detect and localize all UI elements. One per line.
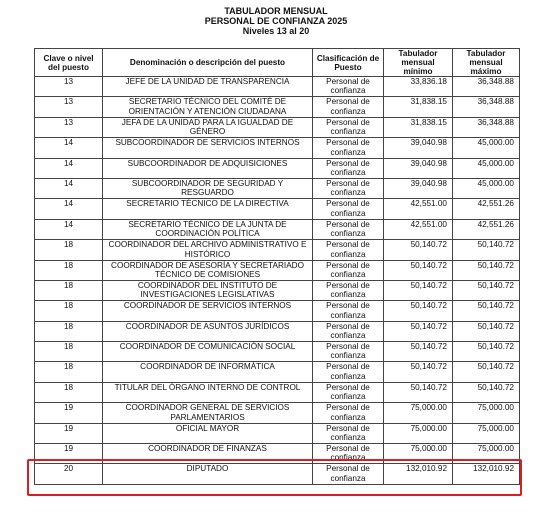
cell-classification: Personal de confianza (313, 158, 384, 178)
cell-min-salary: 50,140.72 (384, 382, 453, 402)
cell-description: JEFA DE LA UNIDAD PARA LA IGUALDAD DE GÉNERO (103, 117, 313, 137)
table-row (35, 321, 520, 341)
cell-level: 14 (35, 178, 103, 198)
table-body (35, 77, 520, 485)
cell-classification: Personal de confianza (313, 219, 384, 239)
table-row (35, 199, 520, 219)
cell-description: SUBCOORDINADOR DE SEGURIDAD Y RESGUARDO (103, 178, 313, 198)
cell-classification: Personal de confianza (313, 199, 384, 219)
cell-max-salary: 132,010.92 (453, 464, 520, 484)
cell-level: 14 (35, 199, 103, 219)
cell-classification: Personal de confianza (313, 240, 384, 260)
table-row (35, 280, 520, 300)
header-title: TABULADOR MENSUAL (224, 6, 328, 16)
cell-description: COORDINADOR DE INFORMÁTICA (103, 362, 313, 382)
cell-description: COORDINADOR DE COMUNICACIÓN SOCIAL (103, 342, 313, 362)
cell-description: SUBCOORDINADOR DE SERVICIOS INTERNOS (103, 138, 313, 158)
cell-classification: Personal de confianza (313, 342, 384, 362)
cell-min-salary: 75,000.00 (384, 403, 453, 423)
cell-max-salary: 42,551.26 (453, 199, 520, 219)
cell-description: SECRETARIO TÉCNICO DEL COMITÉ DE ORIENTACIÓN Y ATENCIÓN CIUDADANA (103, 97, 313, 117)
cell-classification: Personal de confianza (313, 97, 384, 117)
cell-level: 19 (35, 444, 103, 464)
cell-description: SECRETARIO TÉCNICO DE LA JUNTA DE COORDINACIÓN POLÍTICA (103, 219, 313, 239)
cell-max-salary: 50,140.72 (453, 240, 520, 260)
cell-classification: Personal de confianza (313, 117, 384, 137)
cell-description: SUBCOORDINADOR DE ADQUISICIONES (103, 158, 313, 178)
cell-level: 13 (35, 77, 103, 97)
table-row (35, 403, 520, 423)
cell-classification: Personal de confianza (313, 403, 384, 423)
cell-min-salary: 50,140.72 (384, 280, 453, 300)
cell-min-salary: 75,000.00 (384, 423, 453, 443)
cell-description: COORDINADOR DEL INSTITUTO DE INVESTIGACIONES LEGISLATIVAS (103, 280, 313, 300)
cell-min-salary: 31,838.15 (384, 117, 453, 137)
cell-level: 13 (35, 117, 103, 137)
table-row (35, 342, 520, 362)
column-header-min: Tabulador mensual mínimo (384, 49, 453, 77)
cell-min-salary: 39,040.98 (384, 178, 453, 198)
cell-max-salary: 36,348.88 (453, 77, 520, 97)
cell-level: 18 (35, 362, 103, 382)
cell-min-salary: 39,040.98 (384, 158, 453, 178)
cell-min-salary: 132,010.92 (384, 464, 453, 484)
cell-classification: Personal de confianza (313, 178, 384, 198)
cell-level: 18 (35, 321, 103, 341)
cell-classification: Personal de confianza (313, 464, 384, 484)
cell-max-salary: 50,140.72 (453, 362, 520, 382)
cell-level: 18 (35, 382, 103, 402)
cell-min-salary: 31,838.15 (384, 97, 453, 117)
cell-description: OFICIAL MAYOR (103, 423, 313, 443)
cell-classification: Personal de confianza (313, 280, 384, 300)
cell-classification: Personal de confianza (313, 382, 384, 402)
cell-max-salary: 45,000.00 (453, 178, 520, 198)
cell-description: COORDINADOR DE FINANZAS (103, 444, 313, 464)
cell-min-salary: 50,140.72 (384, 342, 453, 362)
header-levels: Niveles 13 al 20 (242, 26, 310, 36)
cell-max-salary: 50,140.72 (453, 301, 520, 321)
cell-description: DIPUTADO (103, 464, 313, 484)
cell-max-salary: 50,140.72 (453, 260, 520, 280)
cell-classification: Personal de confianza (313, 260, 384, 280)
cell-min-salary: 42,551.00 (384, 219, 453, 239)
cell-description: SECRETARIO TÉCNICO DE LA DIRECTIVA (103, 199, 313, 219)
cell-min-salary: 50,140.72 (384, 260, 453, 280)
table-row (35, 97, 520, 117)
cell-level: 14 (35, 219, 103, 239)
cell-min-salary: 50,140.72 (384, 321, 453, 341)
highlight-box (27, 459, 522, 496)
column-header-classification: Clasificación de Puesto (313, 49, 384, 77)
cell-max-salary: 75,000.00 (453, 403, 520, 423)
cell-level: 18 (35, 260, 103, 280)
cell-description: JEFE DE LA UNIDAD DE TRANSPARENCIA (103, 77, 313, 97)
cell-description: COORDINADOR DE ASESORÍA Y SECRETARIADO TÉCNICO DE COMISIONES (103, 260, 313, 280)
cell-max-salary: 45,000.00 (453, 158, 520, 178)
cell-min-salary: 50,140.72 (384, 301, 453, 321)
cell-min-salary: 50,140.72 (384, 240, 453, 260)
cell-description: COORDINADOR DEL ARCHIVO ADMINISTRATIVO E HISTÓRICO (103, 240, 313, 260)
cell-max-salary: 50,140.72 (453, 342, 520, 362)
table-row (35, 117, 520, 137)
table-row (35, 382, 520, 402)
column-header-max: Tabulador mensual máximo (453, 49, 520, 77)
table-row (35, 138, 520, 158)
cell-level: 13 (35, 97, 103, 117)
cell-description: COORDINADOR DE ASUNTOS JURÍDICOS (103, 321, 313, 341)
cell-level: 18 (35, 240, 103, 260)
cell-classification: Personal de confianza (313, 77, 384, 97)
cell-classification: Personal de confianza (313, 423, 384, 443)
cell-classification: Personal de confianza (313, 138, 384, 158)
cell-min-salary: 42,551.00 (384, 199, 453, 219)
cell-min-salary: 33,836.18 (384, 77, 453, 97)
cell-max-salary: 36,348.88 (453, 97, 520, 117)
table-row (35, 260, 520, 280)
table-row (35, 423, 520, 443)
cell-level: 18 (35, 301, 103, 321)
cell-level: 18 (35, 280, 103, 300)
table-row (35, 158, 520, 178)
cell-max-salary: 36,348.88 (453, 117, 520, 137)
header-subtitle: PERSONAL DE CONFIANZA 2025 (204, 16, 348, 26)
cell-description: COORDINADOR GENERAL DE SERVICIOS PARLAMENTARIOS (103, 403, 313, 423)
cell-max-salary: 42,551.26 (453, 219, 520, 239)
cell-description: TITULAR DEL ÓRGANO INTERNO DE CONTROL (103, 382, 313, 402)
cell-level: 18 (35, 342, 103, 362)
cell-classification: Personal de confianza (313, 362, 384, 382)
cell-level: 14 (35, 138, 103, 158)
table-row (35, 178, 520, 198)
cell-min-salary: 50,140.72 (384, 362, 453, 382)
cell-level: 19 (35, 423, 103, 443)
table-row (35, 301, 520, 321)
cell-description: COORDINADOR DE SERVICIOS INTERNOS (103, 301, 313, 321)
cell-classification: Personal de confianza (313, 444, 384, 464)
table-row (35, 77, 520, 97)
cell-level: 20 (35, 464, 103, 484)
table-row (35, 219, 520, 239)
cell-max-salary: 75,000.00 (453, 444, 520, 464)
table-row (35, 240, 520, 260)
cell-max-salary: 50,140.72 (453, 321, 520, 341)
cell-max-salary: 45,000.00 (453, 138, 520, 158)
cell-min-salary: 75,000.00 (384, 444, 453, 464)
column-header-description: Denominación o descripción del puesto (103, 49, 313, 77)
column-header-level: Clave o nivel del puesto (35, 49, 103, 77)
document-header (0, 6, 552, 36)
cell-level: 19 (35, 403, 103, 423)
cell-max-salary: 50,140.72 (453, 382, 520, 402)
table-row (35, 362, 520, 382)
table-header-row (35, 49, 520, 77)
cell-classification: Personal de confianza (313, 321, 384, 341)
cell-level: 14 (35, 158, 103, 178)
cell-max-salary: 75,000.00 (453, 423, 520, 443)
cell-min-salary: 39,040.98 (384, 138, 453, 158)
salary-table (34, 48, 520, 485)
cell-classification: Personal de confianza (313, 301, 384, 321)
cell-max-salary: 50,140.72 (453, 280, 520, 300)
